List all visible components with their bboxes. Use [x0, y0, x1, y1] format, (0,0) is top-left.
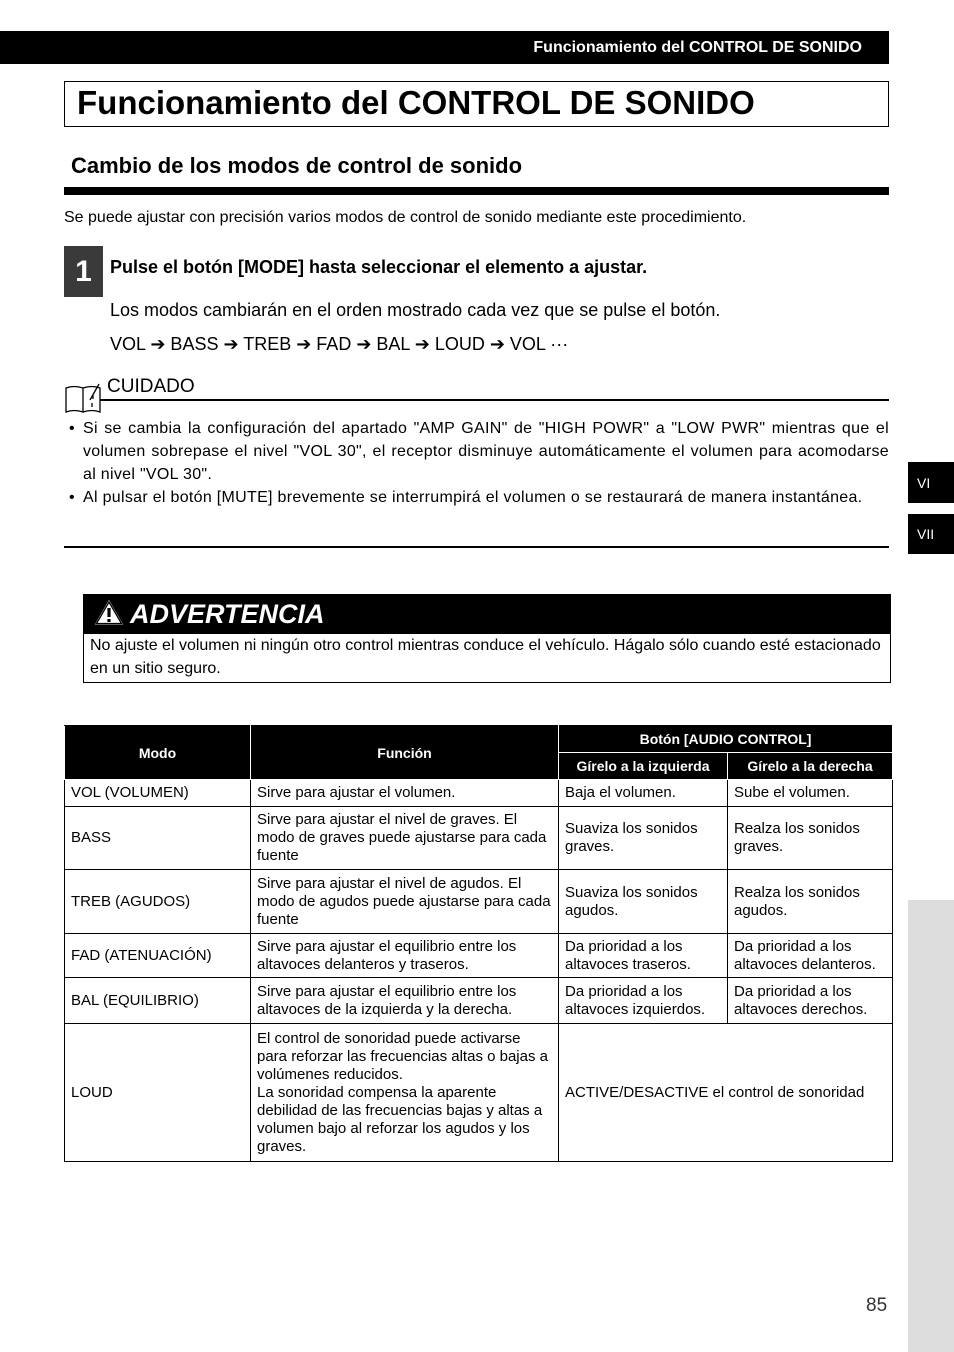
warning-triangle-icon	[92, 597, 126, 632]
cell-left: Da prioridad a los altavoces traseros.	[559, 934, 728, 978]
cell-left: Da prioridad a los altavoces izquierdos.	[559, 978, 728, 1024]
cell-right: Da prioridad a los altavoces delanteros.	[728, 934, 893, 978]
intro-text: Se puede ajustar con precisión varios modos de control de sonido mediante este procedimiento.	[64, 209, 747, 226]
header-function: Función	[251, 726, 559, 780]
header-turn-left: Gírelo a la izquierda	[559, 753, 728, 780]
caution-item-text: Si se cambia la configuración del apartado "AMP GAIN" de "HIGH POWR" a "LOW PWR" mientras que el volumen sobrepase el nivel "VOL 30", el receptor disminuye automáticamente el volumen para acomodarse al nivel "VOL 30".	[83, 420, 889, 483]
table-row	[65, 934, 893, 978]
caution-bottom-divider	[64, 546, 889, 548]
cell-right: Realza los sonidos graves.	[728, 807, 893, 870]
header-turn-right: Gírelo a la derecha	[728, 753, 893, 780]
caution-divider	[100, 399, 889, 401]
cell-function: Sirve para ajustar el volumen.	[251, 780, 559, 807]
loud-function-text-1: El control de sonoridad puede activarse para reforzar las frecuencias altas o bajas a volúmenes reducidos.	[257, 1029, 548, 1083]
sound-modes-table	[64, 725, 893, 1162]
cell-mode: FAD (ATENUACIÓN)	[65, 934, 251, 978]
caution-item-text: Al pulsar el botón [MUTE] brevemente se interrumpirá el volumen o se restaurará de manera instantánea.	[83, 489, 863, 506]
cell-function: Sirve para ajustar el equilibrio entre los altavoces de la izquierda y la derecha.	[251, 978, 559, 1024]
section-heading: Cambio de los modos de control de sonido	[71, 153, 523, 178]
loud-function-text-2: La sonoridad compensa la aparente debilidad de las frecuencias bajas y altas a volumen bajo al reforzar los agudos y los graves.	[257, 1083, 543, 1155]
cell-mode: VOL (VOLUMEN)	[65, 780, 251, 807]
side-tab-vi[interactable]: VI	[908, 462, 954, 503]
table-row	[65, 1024, 893, 1162]
table-row	[65, 978, 893, 1024]
cell-mode: LOUD	[65, 1024, 251, 1162]
cell-mode: BASS	[65, 807, 251, 870]
table-header-row	[65, 726, 893, 753]
cell-function: Sirve para ajustar el nivel de agudos. El modo de agudos puede ajustarse para cada fuente	[251, 870, 559, 934]
caution-item: • Al pulsar el botón [MUTE] brevemente se interrumpirá el volumen o se restaurará de manera instantánea.	[69, 489, 863, 506]
side-strip	[908, 900, 954, 1352]
table-row	[65, 780, 893, 807]
cell-function	[251, 1024, 559, 1162]
table-row	[65, 870, 893, 934]
section-divider	[64, 187, 889, 195]
caution-item: • Si se cambia la configuración del apartado "AMP GAIN" de "HIGH POWR" a "LOW PWR" mientras que el volumen sobrepase el nivel "VOL 30", el receptor disminuye automáticamente el volumen para acomodarse al nivel "VOL 30".	[69, 420, 889, 483]
warning-header	[84, 595, 890, 634]
cell-right: Da prioridad a los altavoces derechos.	[728, 978, 893, 1024]
cell-left: Suaviza los sonidos graves.	[559, 807, 728, 870]
mode-sequence: VOL ➔ BASS ➔ TREB ➔ FAD ➔ BAL ➔ LOUD ➔ VOL ···	[110, 334, 569, 354]
step-text: Los modos cambiarán en el orden mostrado cada vez que se pulse el botón.	[110, 300, 721, 320]
warning-text: No ajuste el volumen ni ningún otro control mientras conduce el vehículo. Hágalo sólo cuando esté estacionado en un sitio seguro.	[90, 637, 881, 677]
cell-right: Realza los sonidos agudos.	[728, 870, 893, 934]
cell-function: Sirve para ajustar el equilibrio entre los altavoces delanteros y traseros.	[251, 934, 559, 978]
table-row	[65, 807, 893, 870]
cell-left: Baja el volumen.	[559, 780, 728, 807]
cell-button-action: ACTIVE/DESACTIVE el control de sonoridad	[559, 1024, 893, 1162]
page-title: Funcionamiento del CONTROL DE SONIDO	[64, 81, 889, 127]
cell-left: Suaviza los sonidos agudos.	[559, 870, 728, 934]
cell-mode: TREB (AGUDOS)	[65, 870, 251, 934]
cell-mode: BAL (EQUILIBRIO)	[65, 978, 251, 1024]
running-header-text: Funcionamiento del CONTROL DE SONIDO	[533, 38, 862, 56]
page-number: 85	[866, 1295, 888, 1316]
warning-box	[83, 594, 891, 683]
caution-list	[64, 417, 889, 509]
cell-right: Sube el volumen.	[728, 780, 893, 807]
running-header	[0, 31, 889, 64]
warning-title: ADVERTENCIA	[130, 599, 325, 629]
header-button: Botón [AUDIO CONTROL]	[559, 726, 893, 753]
header-mode: Modo	[65, 726, 251, 780]
caution-label: CUIDADO	[107, 376, 195, 397]
cell-function: Sirve para ajustar el nivel de graves. El modo de graves puede ajustarse para cada fuente	[251, 807, 559, 870]
step-title: Pulse el botón [MODE] hasta seleccionar el elemento a ajustar.	[110, 257, 648, 277]
side-tab-vii[interactable]: VII	[908, 514, 954, 554]
book-icon	[64, 383, 102, 420]
step-number: 1	[64, 246, 103, 297]
